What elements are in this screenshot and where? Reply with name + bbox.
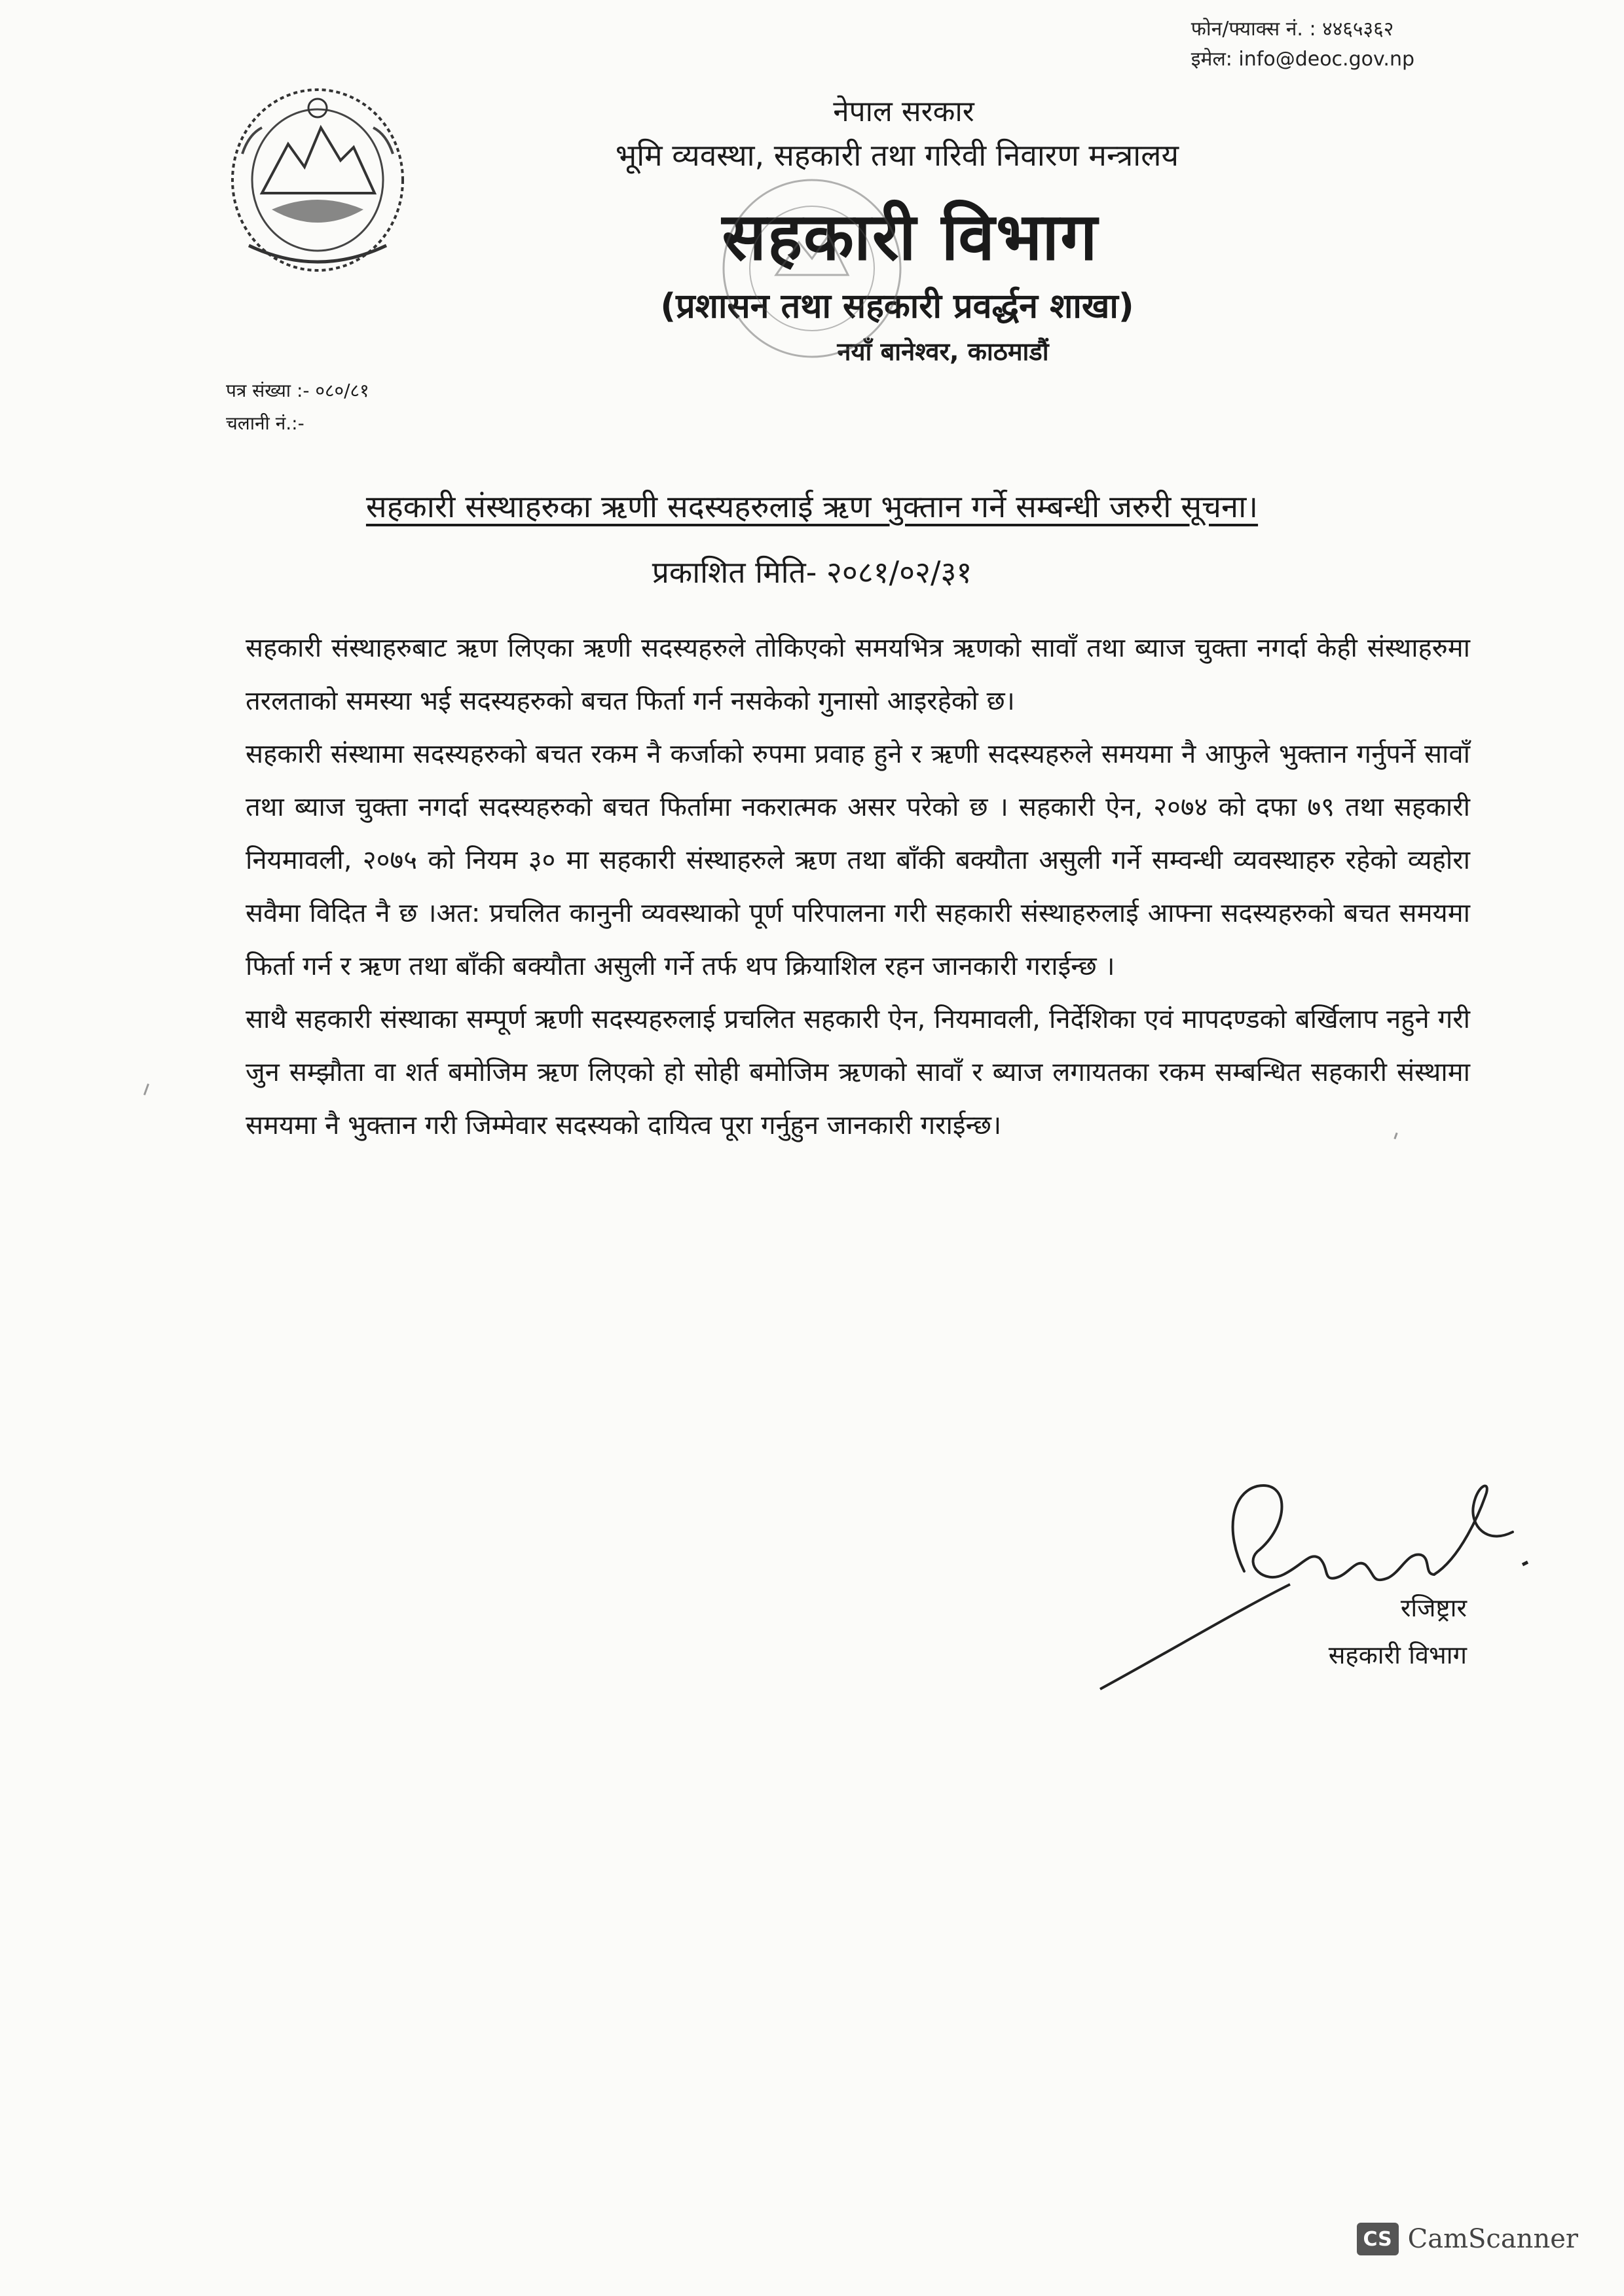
paragraph: सहकारी संस्थामा सदस्यहरुको बचत रकम नै कर्जाको रुपमा प्रवाह हुने र ऋणी सदस्यहरुले समयमा नै आफुले भुक्तान गर्नुपर्ने सावाँ तथा ब्याज चुक्ता नगर्दा सदस्यहरुको बचत फिर्तामा नकरात्मक असर परेको छ । सहकारी ऐन, २०७४ को दफा ७९ तथा सहकारी नियमावली, २०७५ को नियम ३० मा सहकारी संस्थाहरुले ऋण तथा बाँकी बक्यौता असुली गर्ने सम्वन्धी व्यवस्थाहरु रहेको व्यहोरा सवैमा विदित नै छ ।अत: प्रचलित कानुनी व्यवस्थाको पूर्ण परिपालना गरी सहकारी संस्थाहरुलाई आफ्ना सदस्यहरुको बचत समयमा फिर्ता गर्न र ऋण तथा बाँकी बक्यौता असुली गर्ने तर्फ थप क्रियाशिल रहन जानकारी गराईन्छ । xyxy=(246,739,1470,981)
email: इमेल: info@deoc.gov.np xyxy=(1190,48,1414,71)
branch-name: (प्रशासन तथा सहकारी प्रवर्द्धन शाखा) xyxy=(660,287,1134,326)
signatory-office: सहकारी विभाग xyxy=(1328,1641,1467,1669)
camscanner-label: CamScanner xyxy=(1407,2224,1578,2254)
department-name: सहकारी विभाग xyxy=(722,198,1099,275)
ministry-name: भूमि व्यवस्था, सहकारी तथा गरिवी निवारण मन्त्रालय xyxy=(615,137,1179,173)
phone-fax: फोन/फ्याक्स नं. : ४४६५३६२ xyxy=(1190,18,1394,41)
dispatch-number: चलानी नं.:- xyxy=(226,412,304,434)
notice-body xyxy=(246,622,1470,1152)
contact-info xyxy=(1191,14,1414,75)
paragraph: साथै सहकारी संस्थाका सम्पूर्ण ऋणी सदस्यहरुलाई प्रचलित सहकारी ऐन, नियमावली, निर्देशिका एवं मापदण्डको बर्खिलाप नहुने गरी जुन सम्झौता वा शर्त बमोजिम ऋण लिएको हो सोही बमोजिम ऋणको सावाँ र ब्याज लगायतका रकम सम्बन्धित सहकारी संस्थामा समयमा नै भुक्तान गरी जिम्मेवार सदस्यको दायित्व पूरा गर्नुहुन जानकारी गराईन्छ। xyxy=(246,1004,1470,1140)
signatory-block xyxy=(1329,1584,1467,1679)
signatory-title: रजिष्ट्रार xyxy=(1400,1594,1467,1622)
camscanner-watermark xyxy=(1357,2223,1578,2255)
notice-subject xyxy=(0,484,1624,526)
camscanner-logo-icon: CS xyxy=(1357,2223,1399,2255)
notice-subject-text: सहकारी संस्थाहरुका ऋणी सदस्यहरुलाई ऋण भुक्तान गर्ने सम्बन्धी जरुरी सूचना। xyxy=(365,489,1259,525)
published-date: प्रकाशित मिति- २०८१/०२/३१ xyxy=(652,555,972,590)
reference-block xyxy=(226,374,369,440)
office-stamp-icon xyxy=(714,170,910,367)
letter-number: पत्र संख्या :- ०८०/८१ xyxy=(226,380,369,401)
office-address: नयाँ बानेश्वर, काठमाडौं xyxy=(837,337,1049,366)
paragraph: सहकारी संस्थाहरुबाट ऋण लिएका ऋणी सदस्यहरुले तोकिएको समयभित्र ऋणको सावाँ तथा ब्याज चुक्ता नगर्दा केही संस्थाहरुमा तरलताको समस्या भई सदस्यहरुको बचत फिर्ता गर्न नसकेको गुनासो आइरहेको छ। xyxy=(246,633,1470,716)
scan-mark xyxy=(143,1084,149,1095)
government-name: नेपाल सरकार xyxy=(833,95,974,128)
